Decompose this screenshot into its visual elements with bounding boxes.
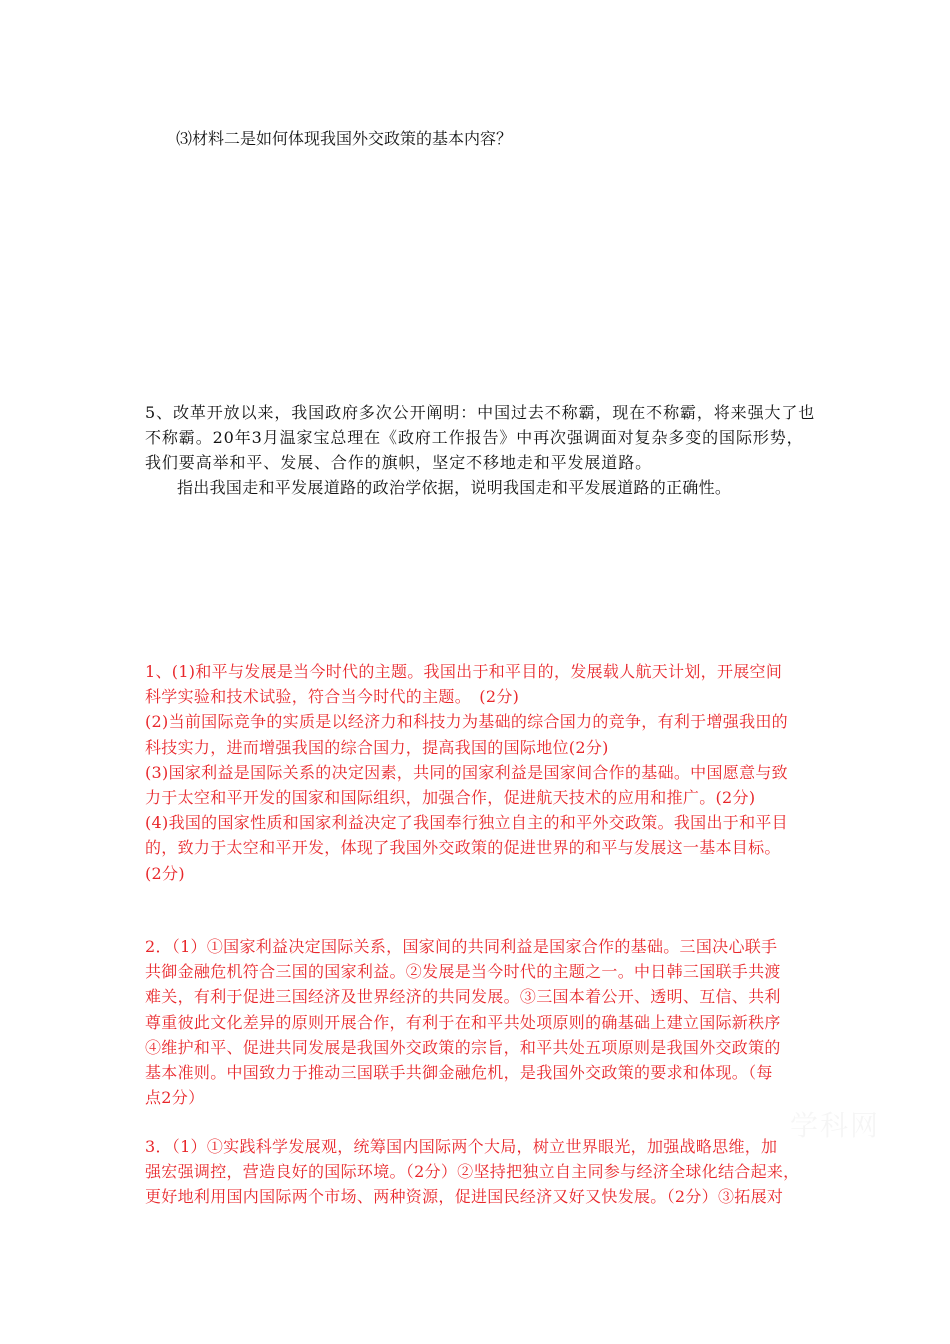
answer-line: 力于太空和平开发的国家和国际组织，加强合作，促进航天技术的应用和推广。(2分) [145, 788, 756, 808]
answer-3 [145, 1134, 815, 1210]
answer-line: 3．（1）①实践科学发展观，统筹国内国际两个大局，树立世界眼光，加强战略思维，加 [145, 1137, 778, 1156]
answer-line: 的，致力于太空和平开发，体现了我国外交政策的促进世界的和平与发展这一基本目标。 [145, 838, 781, 858]
answer-line: (4)我国的国家性质和国家利益决定了我国奉行独立自主的和平外交政策。我国出于和平目 [145, 813, 788, 833]
answer-line: ④维护和平、促进共同发展是我国外交政策的宗旨，和平共处五项原则是我国外交政策的 [145, 1037, 781, 1057]
question-5-line: 5、改革开放以来，我国政府多次公开阐明：中国过去不称霸，现在不称霸，将来强大了也 [145, 403, 816, 422]
answer-line: 强宏强调控，营造良好的国际环境。（2分）②坚持把独立自主同参与经济全球化结合起来， [145, 1162, 800, 1182]
answer-line: 2．（1）①国家利益决定国际关系，国家间的共同利益是国家合作的基础。三国决心联手 [145, 937, 778, 956]
answer-2 [145, 934, 815, 1110]
answer-line: (2)当前国际竞争的实质是以经济力和科技力为基础的综合国力的竞争，有利于增强我田的 [145, 712, 788, 732]
answer-line: 科学实验和技术试验，符合当今时代的主题。 (2分) [145, 687, 520, 707]
answer-line: 尊重彼此文化差异的原则开展合作，有利于在和平共处项原则的确基础上建立国际新秩序 [145, 1012, 781, 1032]
question-5-line: 不称霸。20年3月温家宝总理在《政府工作报告》中再次强调面对复杂多变的国际形势， [145, 428, 804, 447]
answer-line: 难关，有利于促进三国经济及世界经济的共同发展。③三国本着公开、透明、互信、共利 [145, 987, 781, 1007]
answer-line: 点2分） [145, 1088, 205, 1108]
watermark [790, 1104, 880, 1144]
answer-line: (3)国家利益是国际关系的决定因素，共同的国家利益是国家间合作的基础。中国愿意与致 [145, 762, 788, 782]
answer-line: (2分) [145, 863, 185, 883]
answer-line: 科技实力，进而增强我国的综合国力，提高我国的国际地位(2分) [145, 737, 609, 757]
question-text: ⑶材料二是如何体现我国外交政策的基本内容？ [176, 129, 513, 148]
question-5 [145, 400, 815, 500]
answer-line: 1、(1)和平与发展是当今时代的主题。我国出于和平目的，发展载人航天计划，开展空间 [145, 662, 783, 681]
question-5-prompt: 指出我国走和平发展道路的政治学依据，说明我国走和平发展道路的正确性。 [177, 478, 732, 497]
question-3-sub3 [176, 126, 846, 151]
answer-line: 基本准则。中国致力于推动三国联手共御金融危机，是我国外交政策的要求和体现。（每 [145, 1063, 773, 1083]
answer-line: 共御金融危机符合三国的国家利益。②发展是当今时代的主题之一。中日韩三国联手共渡 [145, 962, 781, 982]
question-5-line: 我们要高举和平、发展、合作的旗帜，坚定不移地走和平发展道路。 [145, 453, 653, 472]
answer-line: 更好地利用国内国际两个市场、两种资源，促进国民经济又好又快发展。（2分）③拓展对 [145, 1187, 784, 1207]
answer-1 [145, 659, 815, 886]
